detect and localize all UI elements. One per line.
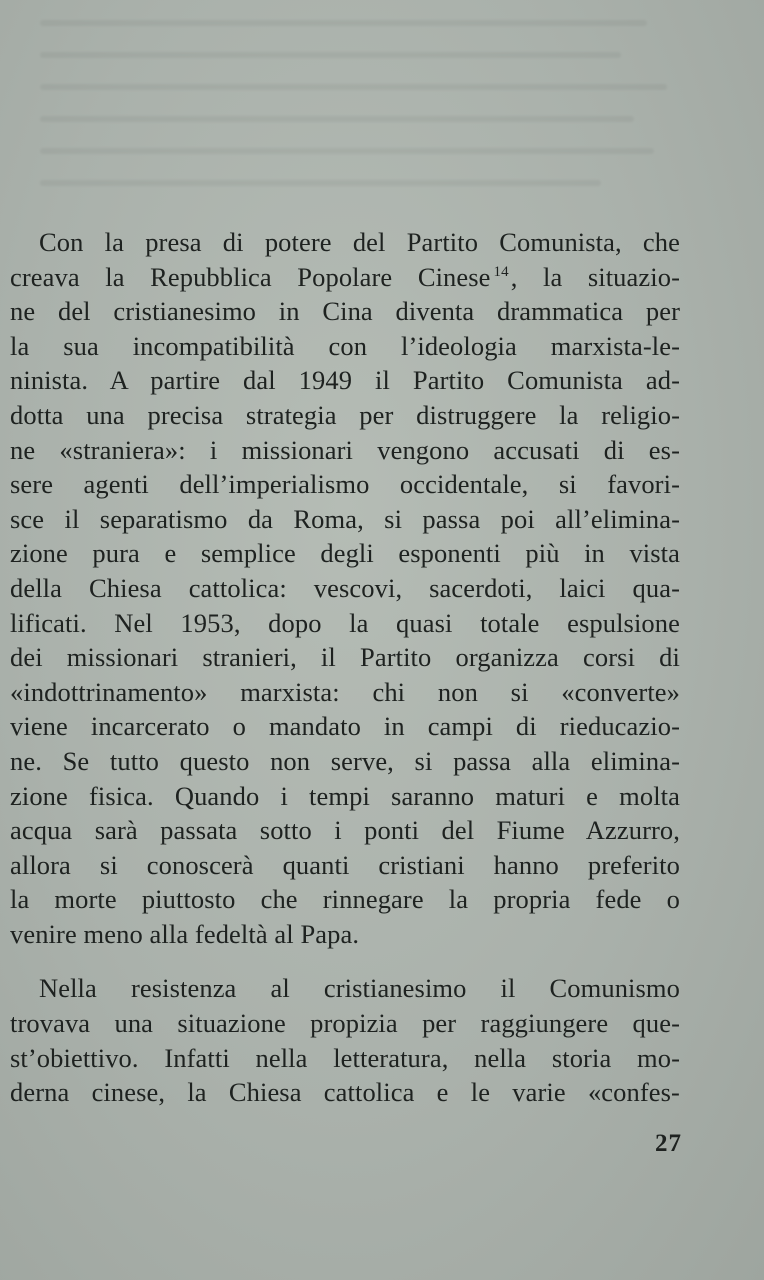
paragraph-spacer <box>10 951 680 971</box>
text-line: trovava una situazione propizia per raggiungere que- <box>10 1008 680 1039</box>
text-segment: creava la Repubblica Popolare Cinese <box>10 261 491 292</box>
footnote-reference: 14 <box>493 263 509 280</box>
text-line: derna cinese, la Chiesa cattolica e le varie «confes- <box>10 1077 680 1108</box>
text-line: dei missionari stranieri, il Partito organizza corsi di <box>10 642 680 673</box>
text-line: la morte piuttosto che rinnegare la propria fede o <box>10 884 680 915</box>
text-line: viene incarcerato o mandato in campi di rieducazio- <box>10 711 680 742</box>
text-line: sce il separatismo da Roma, si passa poi all’elimina- <box>10 503 680 534</box>
text-line-with-footnote <box>10 260 680 295</box>
text-line: lificati. Nel 1953, dopo la quasi totale espulsione <box>10 607 680 638</box>
text-line: «indottrinamento» marxista: chi non si «converte» <box>10 676 680 707</box>
text-line: Nella resistenza al cristianesimo il Comunismo <box>39 973 680 1004</box>
text-line: della Chiesa cattolica: vescovi, sacerdoti, laici qua- <box>10 572 680 603</box>
text-line: ne «straniera»: i missionari vengono accusati di es- <box>10 434 680 465</box>
text-line: st’obiettivo. Infatti nella letteratura, nella storia mo- <box>10 1042 680 1073</box>
text-line: zione fisica. Quando i tempi saranno maturi e molta <box>10 780 680 811</box>
text-line: venire meno alla fedeltà al Papa. <box>10 918 360 949</box>
text-line: acqua sarà passata sotto i ponti del Fiume Azzurro, <box>10 815 680 846</box>
text-line: ne. Se tutto questo non serve, si passa alla elimina- <box>10 745 680 776</box>
page-number: 27 <box>655 1130 682 1157</box>
text-segment: , la situazio- <box>510 261 680 292</box>
text-line: sere agenti dell’imperialismo occidentale, si favori- <box>10 469 680 500</box>
text-line: allora si conoscerà quanti cristiani hanno preferito <box>10 849 680 880</box>
paragraph-2 <box>10 971 680 1109</box>
text-line: ne del cristianesimo in Cina diventa drammatica per <box>10 296 680 327</box>
text-line: dotta una precisa strategia per distruggere la religio- <box>10 399 680 430</box>
show-through-text <box>40 20 700 230</box>
text-line: Con la presa di potere del Partito Comunista, che <box>39 227 680 257</box>
text-line: la sua incompatibilità con l’ideologia marxista-le- <box>10 330 680 361</box>
body-text <box>10 225 680 1110</box>
text-line: ninista. A partire dal 1949 il Partito Comunista ad- <box>10 365 680 396</box>
paragraph-1 <box>10 225 680 951</box>
text-line: zione pura e semplice degli esponenti più in vista <box>10 538 680 569</box>
